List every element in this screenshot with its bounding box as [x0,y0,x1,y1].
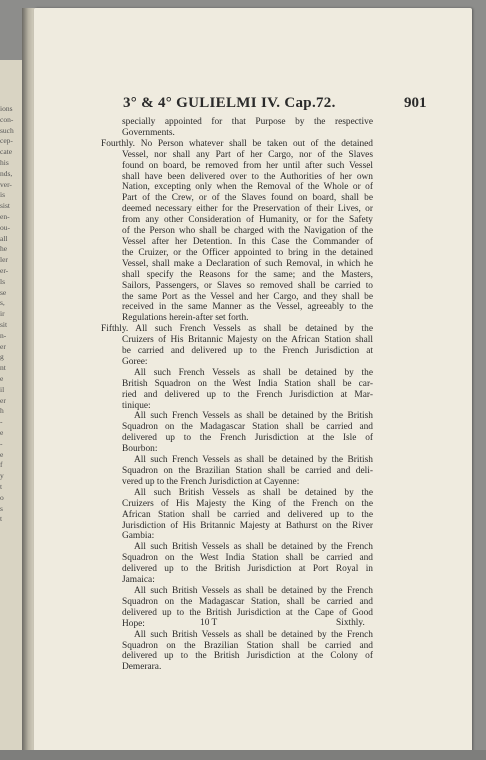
text-line: Cruizers of His Majesty the King of the French on the [122,498,373,509]
body-text [101,117,373,673]
margin-fragment: e [0,428,4,437]
text-line: All such British Vessels as shall be detained by the French [134,542,373,553]
text-line: Vessel after her Detention. In this Case the Commander of [122,236,373,247]
margin-fragment: his [0,158,9,167]
page-number: 901 [404,95,427,111]
text-line: be carried and delivered up to the French Jurisdiction at [122,346,373,357]
text-line: from any other Consideration of Humanity, or for the Safety [122,215,373,226]
text-line: British Squadron on the West India Station shall be car- [122,378,373,389]
margin-fragment: er [0,395,6,405]
text-line: Bourbon: [122,444,158,455]
margin-fragment: ir [0,309,5,319]
margin-fragment: y [0,471,4,481]
text-line: Regulations herein-after set forth. [122,313,249,324]
margin-fragment: h [0,406,4,416]
margin-fragment: t [0,482,3,491]
text-line: Squadron on the Brazilian Station shall be carried and deli- [122,466,373,476]
text-line: Demerara. [122,662,162,673]
text-line: Squadron on the West India Station shall be carried and [122,553,373,564]
margin-fragment: ls [0,276,6,286]
margin-fragment: o [0,492,4,502]
text-line: found on board, be removed from her until after such Vessel [122,160,373,171]
margin-fragment: cep- [0,136,13,146]
catchword: Sixthly. [336,618,365,628]
margin-fragment: n- [0,330,7,340]
margin-fragment: he [0,244,8,254]
text-line: Squadron on the Brazilian Station shall be carried and [122,640,373,651]
text-line: All such British Vessels as shall be detained by the [134,487,373,498]
text-line: Sailors, Passengers, or Slaves so removed shall be carried to [122,280,373,291]
margin-fragment: s [0,503,3,513]
margin-fragment: such [0,125,14,135]
margin-fragment: ver- [0,179,12,189]
scan-bottom-edge [0,750,486,760]
text-line: Goree: [122,356,148,367]
margin-fragment: sist [0,201,11,211]
running-header: 3° & 4° GULIELMI IV. Cap.72. [123,95,336,111]
margin-fragment: con- [0,114,14,124]
margin-fragment: sit [0,320,8,329]
text-line: All such British Vessels as shall be detained by the French [134,585,373,596]
margin-fragment: nt [0,363,6,373]
margin-fragment: er [0,341,6,351]
margin-fragment: e [0,449,4,459]
text-line: shall have been delivered over to the Authorities of her own [122,171,373,182]
text-line: ried and delivered up to the French Jurisdiction at Mar- [122,389,373,400]
margin-fragment: g [0,352,4,362]
text-line: All such French Vessels as shall be detained by the British [134,455,373,466]
text-line: Hope: [122,618,145,629]
text-line: Squadron on the Madagascar Station, shall be carried and [122,596,373,607]
text-line: shall specify the Reasons for the same; and the Masters, [122,269,373,280]
margin-fragment: se [0,287,7,297]
text-line: delivered up to the French Jurisdiction at the Isle of [122,433,373,444]
text-line: Jamaica: [122,575,155,586]
margin-fragment: cate [0,147,13,157]
margin-fragment: all [0,233,8,243]
text-line: Gambia: [122,531,155,542]
text-line: the same Port as the Vessel and her Cargo, and they shall be [122,291,373,302]
text-line: delivered up to the British Jurisdiction at the Colony of [122,651,373,662]
text-line: delivered up to the British Jurisdiction at the Cape of Good [122,607,373,618]
text-line: Governments. [122,127,175,138]
text-line: Part of the Crew, or of the Slaves found on board, shall be [122,193,373,204]
text-line: Vessel, nor shall any Part of her Cargo, nor of the Slaves [122,149,373,160]
margin-fragment: ions [0,104,13,113]
text-line: received in the same Manner as the Vessel, agreeably to the [122,302,373,313]
text-line: Squadron on the Madagascar Station shall be carried and [122,422,373,433]
margin-fragment: er- [0,266,9,275]
margin-fragment: ler [0,255,8,265]
margin-fragment: - [0,417,3,427]
margin-fragment: en- [0,212,10,221]
margin-fragment: nds, [0,168,13,178]
margin-fragment: f [0,460,3,470]
text-line: of the Person who shall be charged with the Navigation of the [122,226,373,237]
text-line: All such French Vessels as shall be detained by the British [134,411,373,422]
previous-page-margin [0,60,24,750]
margin-fragment: t [0,514,3,524]
text-line: deemed necessary either for the Preservation of their Lives, or [122,204,373,215]
text-line: All such French Vessels as shall be detained by the [134,367,373,378]
text-line: specially appointed for that Purpose by the respective [122,117,373,127]
margin-fragment: is [0,190,6,200]
text-line: the Cruizer, or the Officer appointed to bring in the detained [122,247,373,258]
text-line: Fourthly. No Person whatever shall be taken out of the detained [101,138,373,149]
signature-mark: 10 T [200,618,218,628]
text-line: All such British Vessels as shall be detained by the French [134,629,373,640]
text-line: Nation, excepting only when the Removal of the Whole or of [122,182,373,193]
margin-fragment: - [0,438,3,448]
text-line: African Station shall be carried and delivered up to the [122,509,373,520]
margin-fragment: ou- [0,222,10,232]
text-line: vered up to the French Jurisdiction at Cayenne: [122,476,300,487]
margin-fragment: s, [0,298,5,308]
margin-fragment: il [0,384,5,394]
text-line: Cruizers of His Britannic Majesty on the African Station shall [122,335,373,346]
text-line: delivered up to the British Jurisdiction at Port Royal in [122,564,373,575]
margin-fragment: e [0,374,4,383]
text-line: Fifthly. All such French Vessels as shall be detained by the [101,324,373,335]
text-line: tinique: [122,400,151,411]
text-line: Vessel, shall make a Declaration of such Removal, in which he [122,258,373,269]
text-line: Jurisdiction of His Britannic Majesty at Bathurst on the River [122,520,373,531]
